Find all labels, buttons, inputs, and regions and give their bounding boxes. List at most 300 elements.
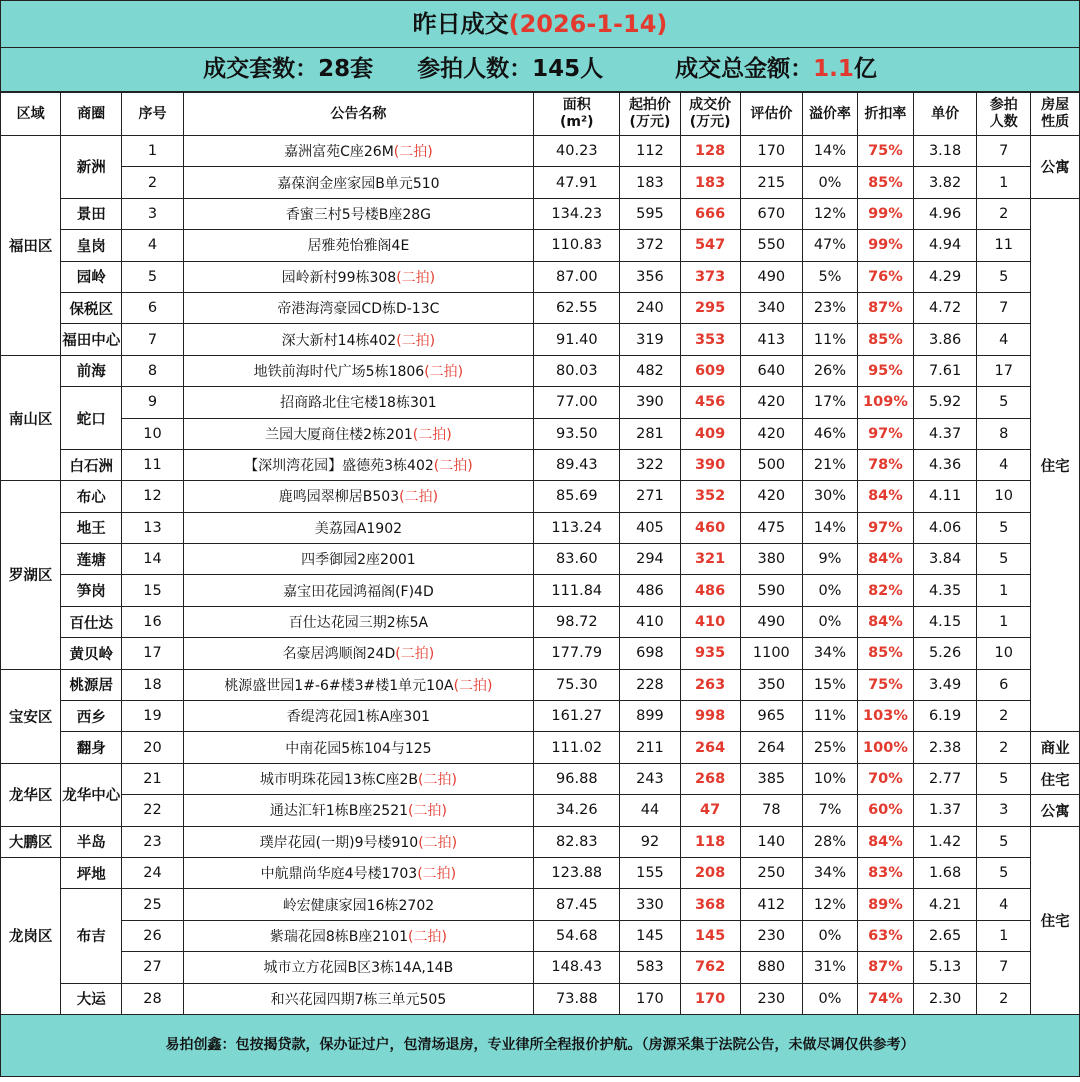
area-cell: 40.23	[534, 136, 620, 167]
area-cell: 91.40	[534, 324, 620, 355]
discount-cell: 103%	[857, 701, 913, 732]
listing-name-cell	[183, 387, 534, 418]
deal-price-cell: 353	[680, 324, 740, 355]
unit-price-cell: 4.94	[913, 230, 976, 261]
second-auction-tag: (二拍)	[393, 144, 433, 161]
seq-cell: 24	[122, 857, 183, 888]
table-body	[1, 136, 1080, 1015]
discount-cell: 78%	[857, 449, 913, 480]
table-row	[1, 418, 1080, 449]
seq-cell: 10	[122, 418, 183, 449]
table-header	[1, 93, 1080, 136]
listing-name: 中航鼎尚华庭4号楼1703	[260, 866, 418, 883]
second-auction-tag: (二拍)	[433, 458, 473, 475]
header-deal: 成交价 (万元)	[680, 93, 740, 136]
listing-name-cell	[183, 292, 534, 323]
table-row	[1, 261, 1080, 292]
start-price-cell: 698	[620, 638, 680, 669]
premium-cell: 0%	[802, 920, 857, 951]
listing-name-cell	[183, 544, 534, 575]
appraisal-cell: 420	[740, 481, 802, 512]
seq-cell: 1	[122, 136, 183, 167]
second-auction-tag: (二拍)	[418, 772, 457, 788]
report-title	[0, 0, 1080, 48]
title-prefix: 昨日成交	[412, 10, 509, 38]
discount-cell: 70%	[857, 763, 913, 794]
people-cell: 4	[977, 889, 1031, 920]
people-cell: 4	[977, 449, 1031, 480]
premium-cell: 10%	[802, 763, 857, 794]
deal-price-cell: 368	[680, 889, 740, 920]
start-price-cell: 281	[620, 418, 680, 449]
deal-price-cell: 263	[680, 669, 740, 700]
area-cell: 134.23	[534, 198, 620, 229]
seq-cell: 5	[122, 261, 183, 292]
second-auction-tag: (二拍)	[417, 866, 457, 883]
deal-price-cell: 118	[680, 826, 740, 857]
zone-cell: 坪地	[61, 857, 122, 888]
district-cell: 福田区	[1, 136, 61, 356]
district-cell: 龙华区	[1, 763, 61, 826]
area-cell: 87.45	[534, 889, 620, 920]
unit-price-cell: 2.77	[913, 763, 976, 794]
people-cell: 4	[977, 324, 1031, 355]
header-name: 公告名称	[183, 93, 534, 136]
footer-note: 易拍创鑫：包按揭贷款，保办证过户，包清场退房，专业律所全程报价护航。（房源采集于法院公告，未做尽调仅供参考）	[0, 1015, 1080, 1077]
people-cell: 1	[977, 575, 1031, 606]
appraisal-cell: 215	[740, 167, 802, 198]
unit-price-cell: 4.36	[913, 449, 976, 480]
listing-name-cell	[183, 449, 534, 480]
table-row	[1, 732, 1080, 763]
people-cell: 10	[977, 481, 1031, 512]
listing-name: 城市明珠花园13栋C座2B	[259, 772, 418, 788]
start-price-cell: 330	[620, 889, 680, 920]
deal-price-cell: 666	[680, 198, 740, 229]
zone-cell: 白石洲	[61, 449, 122, 480]
premium-cell: 11%	[802, 701, 857, 732]
deal-price-cell: 410	[680, 606, 740, 637]
discount-cell: 97%	[857, 418, 913, 449]
people-cell: 3	[977, 795, 1031, 826]
premium-cell: 17%	[802, 387, 857, 418]
discount-cell: 97%	[857, 512, 913, 543]
deal-price-cell: 486	[680, 575, 740, 606]
seq-cell: 7	[122, 324, 183, 355]
listing-name: 园岭新村99栋308	[281, 269, 397, 286]
table-row	[1, 952, 1080, 983]
area-cell: 177.79	[534, 638, 620, 669]
start-price-cell: 112	[620, 136, 680, 167]
header-zone: 商圈	[61, 93, 122, 136]
zone-cell: 布心	[61, 481, 122, 512]
seq-cell: 12	[122, 481, 183, 512]
header-start: 起拍价 (万元)	[620, 93, 680, 136]
seq-cell: 18	[122, 669, 183, 700]
people-cell: 5	[977, 857, 1031, 888]
listing-name-cell	[183, 638, 534, 669]
seq-cell: 3	[122, 198, 183, 229]
title-date: (2026-1-14)	[508, 10, 668, 38]
start-price-cell: 486	[620, 575, 680, 606]
listing-name-cell	[183, 763, 534, 794]
listing-name-cell	[183, 857, 534, 888]
district-cell: 龙岗区	[1, 857, 61, 1014]
total-unit: 亿	[853, 56, 877, 82]
premium-cell: 0%	[802, 983, 857, 1014]
start-price-cell: 294	[620, 544, 680, 575]
discount-cell: 100%	[857, 732, 913, 763]
area-cell: 98.72	[534, 606, 620, 637]
second-auction-tag: (二拍)	[408, 928, 447, 945]
unit-price-cell: 3.82	[913, 167, 976, 198]
premium-cell: 25%	[802, 732, 857, 763]
people-cell: 7	[977, 136, 1031, 167]
premium-cell: 0%	[802, 575, 857, 606]
start-price-cell: 170	[620, 983, 680, 1014]
area-cell: 75.30	[534, 669, 620, 700]
property-type-cell: 公寓	[1031, 795, 1080, 826]
people-cell: 7	[977, 292, 1031, 323]
table-row	[1, 481, 1080, 512]
appraisal-cell: 965	[740, 701, 802, 732]
area-cell: 96.88	[534, 763, 620, 794]
premium-cell: 47%	[802, 230, 857, 261]
people-cell: 1	[977, 920, 1031, 951]
header-appraisal: 评估价	[740, 93, 802, 136]
discount-cell: 99%	[857, 198, 913, 229]
unit-price-cell: 3.86	[913, 324, 976, 355]
appraisal-cell: 490	[740, 606, 802, 637]
premium-cell: 21%	[802, 449, 857, 480]
people-value: 145人	[532, 56, 604, 82]
listing-name: 居雅苑怡雅阁4E	[307, 238, 410, 255]
appraisal-cell: 1100	[740, 638, 802, 669]
start-price-cell: 595	[620, 198, 680, 229]
listing-name: 深大新村14栋402	[281, 332, 397, 349]
seq-cell: 16	[122, 606, 183, 637]
table-row	[1, 669, 1080, 700]
discount-cell: 99%	[857, 230, 913, 261]
area-cell: 111.84	[534, 575, 620, 606]
premium-cell: 34%	[802, 638, 857, 669]
discount-cell: 75%	[857, 136, 913, 167]
count-value: 28套	[318, 56, 374, 82]
header-premium: 溢价率	[802, 93, 857, 136]
listing-name-cell	[183, 167, 534, 198]
seq-cell: 9	[122, 387, 183, 418]
appraisal-cell: 250	[740, 857, 802, 888]
second-auction-tag: (二拍)	[396, 332, 436, 349]
unit-price-cell: 1.42	[913, 826, 976, 857]
table-row	[1, 355, 1080, 386]
discount-cell: 87%	[857, 292, 913, 323]
unit-price-cell: 3.18	[913, 136, 976, 167]
table-row	[1, 763, 1080, 794]
people-cell: 5	[977, 826, 1031, 857]
listing-name: 璞岸花园(一期)9号楼910	[259, 834, 419, 851]
total-value: 1.1	[813, 56, 854, 82]
unit-price-cell: 4.06	[913, 512, 976, 543]
zone-cell: 大运	[61, 983, 122, 1014]
appraisal-cell: 670	[740, 198, 802, 229]
table-row	[1, 575, 1080, 606]
unit-price-cell: 4.11	[913, 481, 976, 512]
header-size: 面积 (m²)	[534, 93, 620, 136]
people-cell: 5	[977, 261, 1031, 292]
appraisal-cell: 140	[740, 826, 802, 857]
table-row	[1, 638, 1080, 669]
start-price-cell: 899	[620, 701, 680, 732]
discount-cell: 95%	[857, 355, 913, 386]
listing-name-cell	[183, 920, 534, 951]
listing-name: 帝港海湾豪园CD栋D-13C	[277, 301, 440, 318]
zone-cell: 地王	[61, 512, 122, 543]
start-price-cell: 410	[620, 606, 680, 637]
zone-cell: 桃源居	[61, 669, 122, 700]
premium-cell: 46%	[802, 418, 857, 449]
discount-cell: 84%	[857, 481, 913, 512]
listing-name: 嘉葆润金座家园B单元510	[277, 175, 440, 192]
unit-price-cell: 3.84	[913, 544, 976, 575]
table-row	[1, 701, 1080, 732]
zone-cell: 福田中心	[61, 324, 122, 355]
second-auction-tag: (二拍)	[395, 646, 435, 663]
listing-name-cell	[183, 230, 534, 261]
listing-name: 地铁前海时代广场5栋1806	[253, 363, 425, 380]
total-label: 成交总金额：	[675, 56, 814, 82]
listing-name: 鹿鸣园翠柳居B503	[278, 489, 400, 506]
start-price-cell: 583	[620, 952, 680, 983]
second-auction-tag: (二拍)	[453, 677, 493, 694]
second-auction-tag: (二拍)	[424, 363, 464, 380]
start-price-cell: 322	[620, 449, 680, 480]
start-price-cell: 356	[620, 261, 680, 292]
appraisal-cell: 590	[740, 575, 802, 606]
deal-price-cell: 183	[680, 167, 740, 198]
people-cell: 2	[977, 983, 1031, 1014]
area-cell: 123.88	[534, 857, 620, 888]
appraisal-cell: 380	[740, 544, 802, 575]
premium-cell: 15%	[802, 669, 857, 700]
seq-cell: 8	[122, 355, 183, 386]
people-cell: 1	[977, 606, 1031, 637]
appraisal-cell: 490	[740, 261, 802, 292]
people-cell: 5	[977, 544, 1031, 575]
people-cell: 2	[977, 198, 1031, 229]
premium-cell: 34%	[802, 857, 857, 888]
deal-price-cell: 47	[680, 795, 740, 826]
premium-cell: 28%	[802, 826, 857, 857]
listing-name: 四季御园2座2001	[301, 552, 416, 569]
seq-cell: 17	[122, 638, 183, 669]
deal-price-cell: 321	[680, 544, 740, 575]
start-price-cell: 271	[620, 481, 680, 512]
premium-cell: 9%	[802, 544, 857, 575]
table-row	[1, 920, 1080, 951]
listing-name: 岭宏健康家园16栋2702	[282, 897, 435, 914]
appraisal-cell: 78	[740, 795, 802, 826]
zone-cell: 皇岗	[61, 230, 122, 261]
start-price-cell: 145	[620, 920, 680, 951]
unit-price-cell: 2.30	[913, 983, 976, 1014]
unit-price-cell: 4.37	[913, 418, 976, 449]
listing-name: 【深圳湾花园】盛德苑3栋402	[244, 458, 434, 475]
listing-name-cell	[183, 701, 534, 732]
seq-cell: 4	[122, 230, 183, 261]
unit-price-cell: 4.15	[913, 606, 976, 637]
discount-cell: 85%	[857, 167, 913, 198]
listing-name-cell	[183, 355, 534, 386]
premium-cell: 12%	[802, 889, 857, 920]
appraisal-cell: 264	[740, 732, 802, 763]
premium-cell: 12%	[802, 198, 857, 229]
discount-cell: 76%	[857, 261, 913, 292]
area-cell: 93.50	[534, 418, 620, 449]
deal-price-cell: 145	[680, 920, 740, 951]
unit-price-cell: 4.72	[913, 292, 976, 323]
summary-bar	[0, 48, 1080, 92]
area-cell: 85.69	[534, 481, 620, 512]
premium-cell: 30%	[802, 481, 857, 512]
table-row	[1, 826, 1080, 857]
discount-cell: 85%	[857, 638, 913, 669]
discount-cell: 74%	[857, 983, 913, 1014]
seq-cell: 6	[122, 292, 183, 323]
seq-cell: 13	[122, 512, 183, 543]
start-price-cell: 183	[620, 167, 680, 198]
people-cell: 8	[977, 418, 1031, 449]
deal-price-cell: 998	[680, 701, 740, 732]
unit-price-cell: 6.19	[913, 701, 976, 732]
listing-name-cell	[183, 324, 534, 355]
unit-price-cell: 3.49	[913, 669, 976, 700]
seq-cell: 28	[122, 983, 183, 1014]
unit-price-cell: 4.29	[913, 261, 976, 292]
property-type-cell: 住宅	[1031, 198, 1080, 732]
seq-cell: 22	[122, 795, 183, 826]
deal-price-cell: 373	[680, 261, 740, 292]
premium-cell: 5%	[802, 261, 857, 292]
area-cell: 47.91	[534, 167, 620, 198]
deal-price-cell: 128	[680, 136, 740, 167]
zone-cell: 龙华中心	[61, 763, 122, 826]
district-cell: 罗湖区	[1, 481, 61, 669]
property-type-cell: 公寓	[1031, 136, 1080, 199]
listing-name: 通达汇轩1栋B座2521	[269, 803, 409, 820]
listing-name: 和兴花园四期7栋三单元505	[270, 991, 447, 1008]
table-row	[1, 795, 1080, 826]
table-row	[1, 449, 1080, 480]
start-price-cell: 390	[620, 387, 680, 418]
people-cell: 5	[977, 763, 1031, 794]
table-row	[1, 606, 1080, 637]
listing-name-cell	[183, 983, 534, 1014]
listing-name: 嘉宝田花园鸿福阁(F)4D	[283, 583, 434, 600]
appraisal-cell: 340	[740, 292, 802, 323]
premium-cell: 23%	[802, 292, 857, 323]
discount-cell: 89%	[857, 889, 913, 920]
appraisal-cell: 550	[740, 230, 802, 261]
deal-price-cell: 935	[680, 638, 740, 669]
deal-price-cell: 460	[680, 512, 740, 543]
header-property: 房屋 性质	[1031, 93, 1080, 136]
table-row	[1, 544, 1080, 575]
deal-price-cell: 268	[680, 763, 740, 794]
area-cell: 87.00	[534, 261, 620, 292]
listing-name: 兰园大厦商住楼2栋201	[265, 426, 413, 443]
area-cell: 54.68	[534, 920, 620, 951]
unit-price-cell: 2.65	[913, 920, 976, 951]
second-auction-tag: (二拍)	[396, 269, 436, 286]
premium-cell: 14%	[802, 136, 857, 167]
table-row	[1, 292, 1080, 323]
discount-cell: 109%	[857, 387, 913, 418]
people-cell: 17	[977, 355, 1031, 386]
zone-cell: 布吉	[61, 889, 122, 983]
header-district: 区域	[1, 93, 61, 136]
premium-cell: 14%	[802, 512, 857, 543]
premium-cell: 0%	[802, 606, 857, 637]
header-discount: 折扣率	[857, 93, 913, 136]
seq-cell: 20	[122, 732, 183, 763]
appraisal-cell: 475	[740, 512, 802, 543]
deal-price-cell: 390	[680, 449, 740, 480]
discount-cell: 60%	[857, 795, 913, 826]
people-cell: 7	[977, 952, 1031, 983]
listing-name: 桃源盛世园1#-6#楼3#楼1单元10A	[224, 677, 454, 694]
deal-price-cell: 456	[680, 387, 740, 418]
table-row	[1, 324, 1080, 355]
people-cell: 1	[977, 167, 1031, 198]
zone-cell: 黄贝岭	[61, 638, 122, 669]
count-label: 成交套数：	[203, 56, 319, 82]
listing-name-cell	[183, 732, 534, 763]
appraisal-cell: 385	[740, 763, 802, 794]
zone-cell: 半岛	[61, 826, 122, 857]
people-cell: 6	[977, 669, 1031, 700]
header-unit: 单价	[913, 93, 976, 136]
listing-name: 香蜜三村5号楼B座28G	[285, 206, 431, 223]
deal-price-cell: 609	[680, 355, 740, 386]
discount-cell: 84%	[857, 544, 913, 575]
listing-name-cell	[183, 481, 534, 512]
table-row	[1, 889, 1080, 920]
start-price-cell: 44	[620, 795, 680, 826]
deal-price-cell: 264	[680, 732, 740, 763]
area-cell: 80.03	[534, 355, 620, 386]
deal-price-cell: 208	[680, 857, 740, 888]
second-auction-tag: (二拍)	[399, 489, 439, 506]
start-price-cell: 155	[620, 857, 680, 888]
start-price-cell: 372	[620, 230, 680, 261]
listing-name: 中南花园5栋104与125	[285, 740, 432, 757]
discount-cell: 87%	[857, 952, 913, 983]
deal-price-cell: 409	[680, 418, 740, 449]
people-cell: 10	[977, 638, 1031, 669]
zone-cell: 园岭	[61, 261, 122, 292]
deal-price-cell: 352	[680, 481, 740, 512]
zone-cell: 前海	[61, 355, 122, 386]
listing-name: 嘉洲富苑C座26M	[284, 144, 394, 161]
listing-name-cell	[183, 606, 534, 637]
start-price-cell: 211	[620, 732, 680, 763]
table-row	[1, 136, 1080, 167]
table-row	[1, 230, 1080, 261]
appraisal-cell: 170	[740, 136, 802, 167]
area-cell: 110.83	[534, 230, 620, 261]
unit-price-cell: 4.96	[913, 198, 976, 229]
